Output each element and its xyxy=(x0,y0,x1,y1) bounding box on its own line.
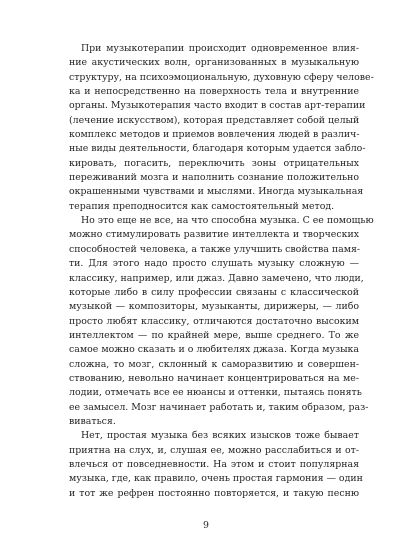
page-number: 9 xyxy=(203,520,209,531)
text-line: Но это еще не все, на что способна музыка. С ее помощью xyxy=(81,215,374,227)
text-line: кировать, погасить, переключить зоны отрицательных xyxy=(69,157,359,169)
paragraph-3 xyxy=(69,429,363,501)
text-line: просто любят классику, отличаются достаточно высоким xyxy=(69,315,359,327)
text-line: органы. Музыкотерапия часто входит в состав арт-терапии xyxy=(69,100,366,112)
text-line: способностей человека, а также улучшить свойства памя- xyxy=(69,243,361,255)
text-line: влечься от повседневности. На этом и стоит популярная xyxy=(69,458,359,470)
text-line: сложна, то мозг, склонный к саморазвитию и совершен- xyxy=(69,358,359,370)
text-line: (лечение искусством), которая представляет собой целый xyxy=(69,114,360,126)
paragraph-2 xyxy=(69,214,374,429)
text-line: музыка, где, как правило, очень простая гармония — один xyxy=(69,473,363,485)
text-line: которые либо в силу профессии связаны с классической xyxy=(69,286,359,298)
text-line: ные виды деятельности, благодаря которым удается забло- xyxy=(69,143,366,155)
body-text xyxy=(69,42,374,501)
text-line: классику, например, или джаз. Давно замечено, что люди, xyxy=(69,272,364,284)
text-line: интеллектом — по крайней мере, выше среднего. То же xyxy=(69,329,359,341)
text-line: ние акустических волн, организованных в музыкальную xyxy=(69,57,359,69)
text-line: При музыкотерапии происходит одновременное влия- xyxy=(81,43,359,54)
text-line: можно стимулировать развитие интеллекта и творческих xyxy=(69,229,359,241)
paragraph-1 xyxy=(69,42,374,214)
text-line: ее замысел. Мозг начинает работать и, таким образом, раз- xyxy=(69,401,369,413)
text-line: Нет, простая музыка без всяких изысков тоже бывает xyxy=(81,430,359,442)
text-line: приятна на слух, и, слушая ее, можно расслабиться и от- xyxy=(69,444,359,456)
text-line: ти. Для этого надо просто слушать музыку сложную — xyxy=(69,258,359,270)
text-line: переживаний мозга и наполнить сознание положительно xyxy=(69,172,359,184)
text-line: комплекс методов и приемов вовлечения людей в различ- xyxy=(69,129,360,141)
text-line: терапия преподносится как самостоятельный метод. xyxy=(69,200,335,212)
text-line: виваться. xyxy=(69,415,116,427)
text-line: окрашенными чувствами и мыслями. Иногда музыкальная xyxy=(69,186,364,198)
text-line: ка и непосредственно на поверхность тела и внутренние xyxy=(69,86,359,98)
text-line: самое можно сказать и о любителях джаза. Когда музыка xyxy=(69,344,359,356)
text-line: структуру, на психоэмоциональную, духовную сферу челове- xyxy=(69,71,374,83)
text-line: ствованию, невольно начинает концентрироваться на ме- xyxy=(69,372,359,384)
text-line: и тот же рефрен постоянно повторяется, и такую песню xyxy=(69,487,359,499)
text-line: лодии, отмечать все ее нюансы и оттенки, пытаясь понять xyxy=(69,387,362,399)
text-line: музыкой — композиторы, музыканты, дирижеры, — либо xyxy=(69,301,359,313)
